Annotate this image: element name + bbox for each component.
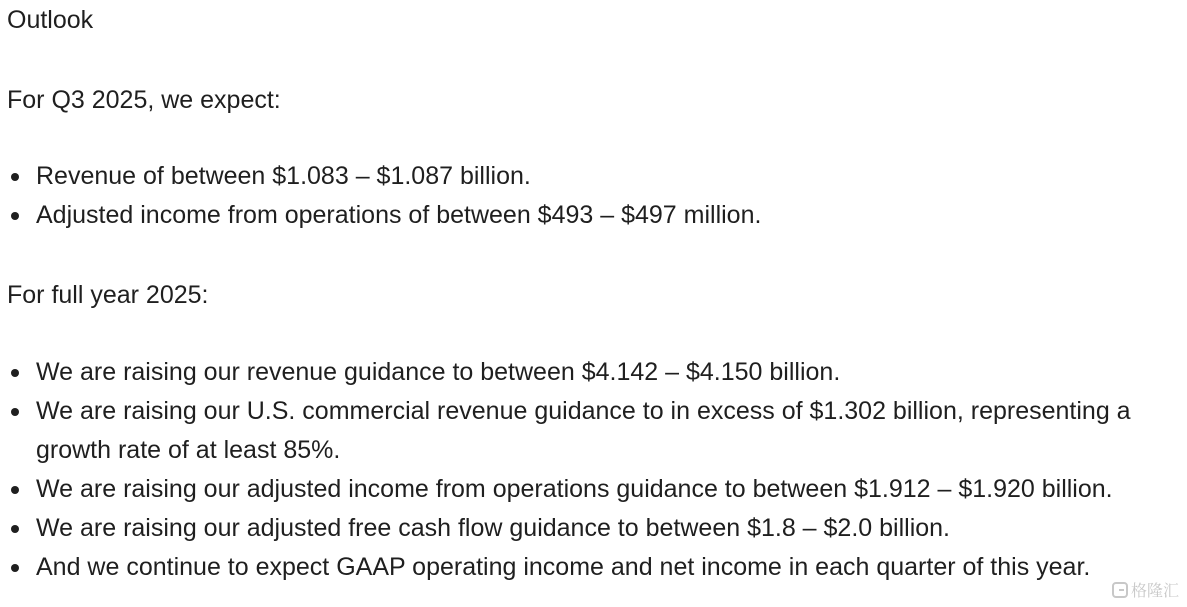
list-item — [7, 548, 1183, 587]
list-item-text: We are raising our revenue guidance to between $4.142 – $4.150 billion. — [36, 358, 841, 386]
list-item-text: We are raising our U.S. commercial revenue guidance to in excess of $1.302 billion, representing a growth rate of at least 85%. — [36, 397, 1131, 464]
bullet-icon — [11, 369, 19, 377]
list-item-text: Revenue of between $1.083 – $1.087 billion. — [36, 162, 531, 190]
bullet-icon — [11, 408, 19, 416]
list-item-text: Adjusted income from operations of between $493 – $497 million. — [36, 201, 762, 229]
bullet-icon — [11, 564, 19, 572]
watermark-logo-icon — [1112, 582, 1128, 598]
list-item-text: We are raising our adjusted income from operations guidance to between $1.912 – $1.920 billion. — [36, 475, 1113, 503]
list-item-text: We are raising our adjusted free cash flow guidance to between $1.8 – $2.0 billion. — [36, 514, 951, 542]
bullet-icon — [11, 173, 19, 181]
list-item — [7, 353, 1183, 392]
fy-intro: For full year 2025: — [7, 281, 209, 309]
list-item — [7, 196, 1183, 235]
list-item — [7, 392, 1182, 470]
list-item-text: And we continue to expect GAAP operating income and net income in each quarter of this year. — [36, 553, 1091, 581]
list-item — [7, 509, 1183, 548]
fy-guidance-list — [7, 353, 1183, 587]
watermark — [1112, 578, 1179, 601]
q3-intro: For Q3 2025, we expect: — [7, 86, 281, 114]
bullet-icon — [11, 486, 19, 494]
q3-guidance-list — [7, 157, 1183, 235]
list-item — [7, 470, 1183, 509]
bullet-icon — [11, 212, 19, 220]
list-item — [7, 157, 1183, 196]
bullet-icon — [11, 525, 19, 533]
section-heading: Outlook — [7, 6, 94, 34]
watermark-text: 格隆汇 — [1130, 583, 1179, 600]
